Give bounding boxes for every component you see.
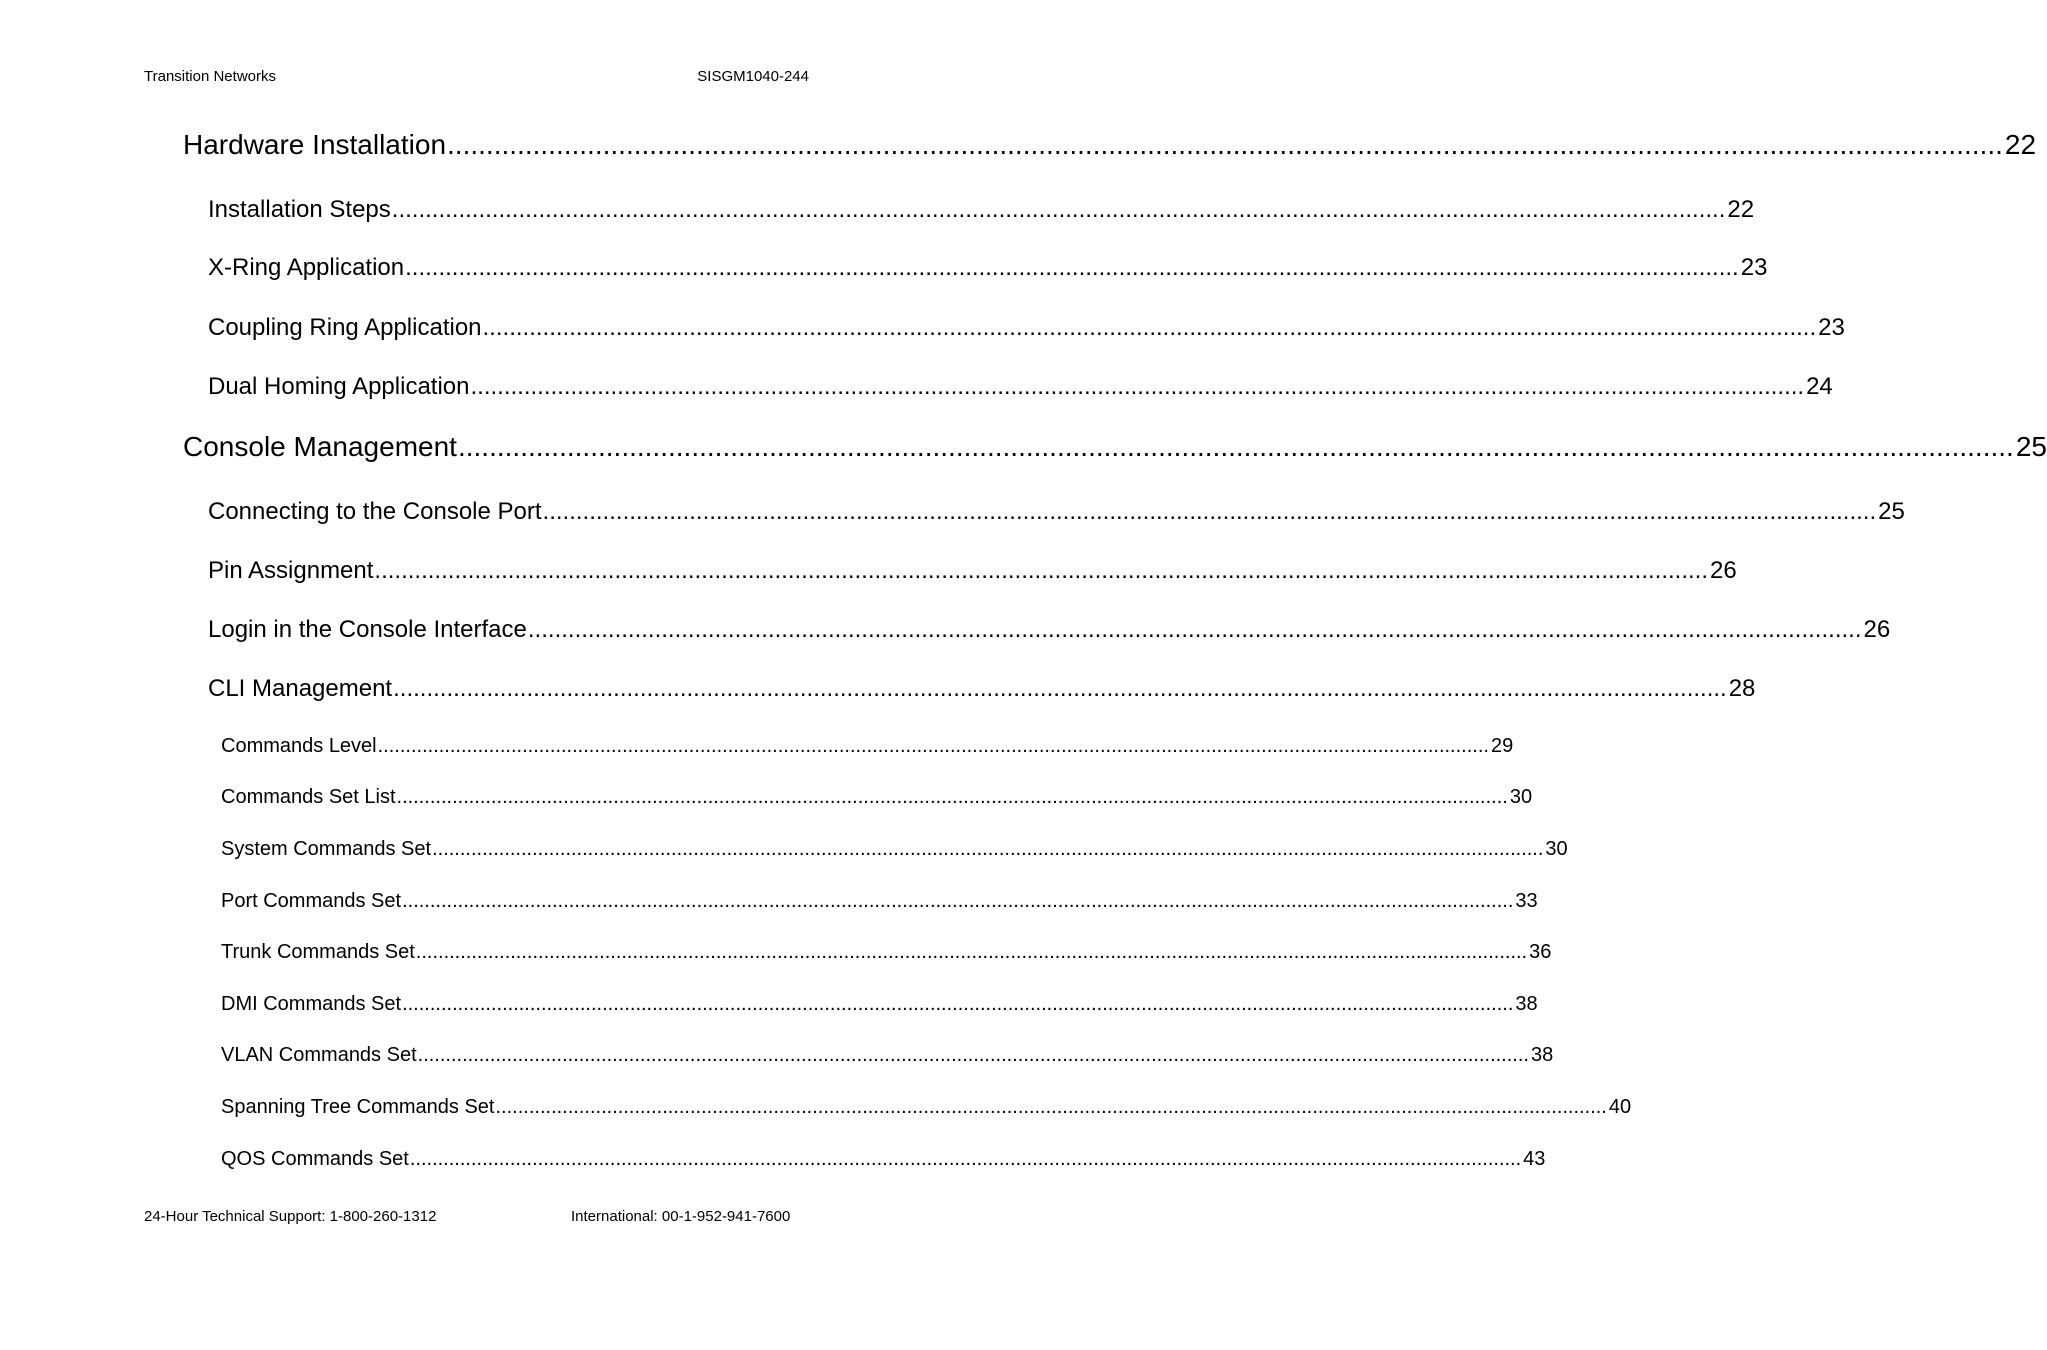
toc-entry-page: 33	[1515, 890, 1538, 912]
footer-support-phone: 24-Hour Technical Support: 1-800-260-1312	[144, 1208, 437, 1225]
toc-entry-title: Coupling Ring Application	[208, 314, 482, 341]
toc-leader-dots: ........................................................................................................................................................................................................	[374, 557, 1709, 584]
toc-entry-page: 26	[1863, 616, 1891, 643]
toc-entry-title: Pin Assignment	[208, 557, 374, 584]
header-company-name: Transition Networks	[144, 68, 276, 85]
toc-leader-dots: ........................................................................................................................................................................................................	[527, 616, 1862, 643]
toc-entry-page: 23	[1740, 254, 1768, 281]
toc-leader-dots: ........................................................................................................................................................................................................	[417, 1044, 1529, 1066]
toc-leader-dots: ........................................................................................................................................................................................................	[432, 838, 1544, 860]
footer-international-phone: International: 00-1-952-941-7600	[571, 1208, 791, 1225]
toc-entry-spanning-tree-commands-set[interactable]	[221, 1094, 1632, 1120]
toc-entry-login-console-interface[interactable]	[208, 615, 1891, 645]
toc-entry-title: Console Management	[183, 431, 457, 462]
toc-entry-title: Commands Set List	[221, 786, 396, 808]
toc-entry-title: Hardware Installation	[183, 129, 447, 160]
toc-entry-trunk-commands-set[interactable]	[221, 939, 1552, 965]
toc-entry-cli-management[interactable]	[208, 674, 1756, 704]
toc-leader-dots: ........................................................................................................................................................................................................	[415, 941, 1528, 963]
toc-entry-title: Installation Steps	[208, 196, 391, 223]
toc-entry-title: Port Commands Set	[221, 890, 402, 912]
toc-entry-title: X-Ring Application	[208, 254, 405, 281]
toc-entry-installation-steps[interactable]	[208, 195, 1755, 225]
toc-entry-x-ring-application[interactable]	[208, 253, 1768, 283]
toc-entry-pin-assignment[interactable]	[208, 556, 1737, 586]
toc-entry-page: 30	[1509, 786, 1533, 808]
toc-leader-dots: ........................................................................................................................................................................................................	[542, 498, 1877, 525]
toc-entry-title: Connecting to the Console Port	[208, 498, 542, 525]
toc-leader-dots: ........................................................................................................................................................................................................	[457, 431, 2014, 462]
toc-entry-port-commands-set[interactable]	[221, 888, 1538, 914]
toc-entry-title: CLI Management	[208, 675, 393, 702]
toc-entry-title: Commands Level	[221, 735, 377, 757]
toc-leader-dots: ........................................................................................................................................................................................................	[402, 890, 1514, 912]
toc-leader-dots: ........................................................................................................................................................................................................	[402, 993, 1514, 1015]
toc-leader-dots: ........................................................................................................................................................................................................	[391, 196, 1726, 223]
toc-entry-page: 24	[1806, 373, 1833, 400]
toc-entry-page: 40	[1608, 1096, 1632, 1118]
toc-entry-page: 30	[1545, 838, 1568, 860]
toc-entry-page: 43	[1523, 1148, 1546, 1170]
toc-entry-vlan-commands-set[interactable]	[221, 1042, 1554, 1068]
toc-leader-dots: ........................................................................................................................................................................................................	[482, 314, 1817, 341]
header-document-id: SISGM1040-244	[697, 68, 809, 85]
toc-entry-page: 29	[1490, 735, 1514, 757]
toc-entry-page: 25	[2015, 431, 2047, 462]
toc-entry-title: Spanning Tree Commands Set	[221, 1096, 495, 1118]
toc-entry-page: 23	[1818, 314, 1845, 341]
toc-entry-title: DMI Commands Set	[221, 993, 402, 1015]
toc-leader-dots: ........................................................................................................................................................................................................	[495, 1096, 1607, 1118]
toc-entry-page: 36	[1529, 941, 1552, 963]
toc-entry-connecting-console-port[interactable]	[208, 497, 1905, 527]
toc-leader-dots: ........................................................................................................................................................................................................	[405, 254, 1739, 281]
toc-entry-title: QOS Commands Set	[221, 1148, 409, 1170]
toc-entry-hardware-installation[interactable]	[183, 128, 2037, 162]
toc-entry-title: Trunk Commands Set	[221, 941, 415, 963]
toc-entry-commands-level[interactable]	[221, 733, 1514, 759]
toc-entry-page: 38	[1530, 1044, 1554, 1066]
toc-entry-page: 22	[2004, 129, 2037, 160]
toc-entry-console-management[interactable]	[183, 430, 2047, 464]
toc-leader-dots: ........................................................................................................................................................................................................	[396, 786, 1508, 808]
toc-entry-dual-homing-application[interactable]	[208, 372, 1833, 402]
toc-entry-title: VLAN Commands Set	[221, 1044, 417, 1066]
toc-entry-page: 38	[1515, 993, 1538, 1015]
toc-entry-dmi-commands-set[interactable]	[221, 991, 1538, 1017]
toc-entry-qos-commands-set[interactable]	[221, 1146, 1546, 1172]
toc-entry-page: 25	[1878, 498, 1905, 525]
toc-entry-title: Login in the Console Interface	[208, 616, 527, 643]
toc-leader-dots: ........................................................................................................................................................................................................	[409, 1148, 1522, 1170]
toc-leader-dots: ........................................................................................................................................................................................................	[377, 735, 1489, 757]
toc-leader-dots: ........................................................................................................................................................................................................	[447, 129, 2003, 160]
toc-entry-page: 22	[1727, 196, 1755, 223]
toc-entry-page: 28	[1728, 675, 1756, 702]
toc-entry-coupling-ring-application[interactable]	[208, 313, 1845, 343]
toc-entry-page: 26	[1710, 557, 1737, 584]
toc-entry-system-commands-set[interactable]	[221, 836, 1568, 862]
toc-leader-dots: ........................................................................................................................................................................................................	[393, 675, 1727, 702]
toc-entry-title: Dual Homing Application	[208, 373, 470, 400]
toc-entry-commands-set-list[interactable]	[221, 784, 1533, 810]
toc-entry-title: System Commands Set	[221, 838, 432, 860]
toc-leader-dots: ........................................................................................................................................................................................................	[470, 373, 1805, 400]
